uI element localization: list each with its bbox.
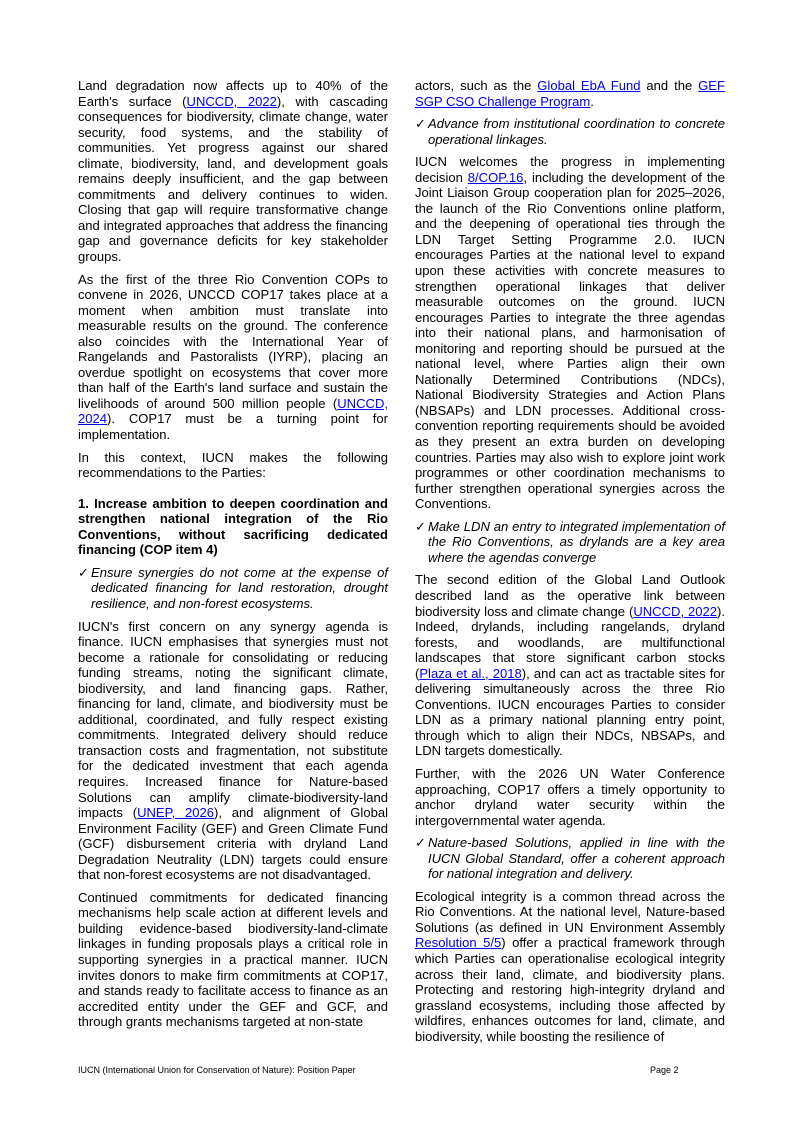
global-eba-fund-link[interactable]: Global EbA Fund <box>537 78 641 93</box>
recommendation-bullet: ✓ Advance from institutional coordination to concrete operational linkages. <box>415 116 725 147</box>
citation-link[interactable]: UNEP, 2026 <box>137 805 215 821</box>
checkmark-icon: ✓ <box>415 116 426 132</box>
recommendation-bullet: ✓ Nature-based Solutions, applied in line with the IUCN Global Standard, offer a coherent approach for national integration and delivery. <box>415 835 725 882</box>
page-number: Page 2 <box>650 1065 679 1075</box>
paragraph-dedicated-financing: Continued commitments for dedicated financing mechanisms help scale action at different levels and building evidence-based biodiversity-land-climate linkages in funding proposals plays a critical role in supporting synergies in a practical manner. IUCN invites donors to make firm commitments at COP17, and stands ready to facilitate access to finance as an accredited entity under the GEF and GCF, and through grants mechanisms targeted at non-state <box>78 889 388 1030</box>
left-column <box>78 78 388 1037</box>
recommendation-bullet: ✓ Make LDN an entry to integrated implementation of the Rio Conventions, as drylands are a key area where the agendas converge <box>415 518 725 565</box>
paragraph-ecological-integrity: Ecological integrity is a common thread across the Rio Conventions. At the national level, Nature-based Solutions (as defined in UN Environment Assembly Resolution 5/5) offer a practical framework through which Parties can operationalise ecological integrity across their land, climate, and biodiversity plans. Protecting and restoring high-integrity dryland and grassland ecosystems, including those affected by wildfires, enhances outcomes for land, climate, and biodiversity, while boosting the resilience of <box>415 888 725 1044</box>
checkmark-icon: ✓ <box>415 835 426 851</box>
gef-sgp-link[interactable]: GEF SGP CSO Challenge Program <box>415 78 725 109</box>
checkmark-icon: ✓ <box>415 518 426 534</box>
right-column <box>415 78 725 1051</box>
recommendation-bullet: ✓ Ensure synergies do not come at the expense of dedicated financing for land restoration, drought resilience, and non-forest ecosystems. <box>78 564 388 611</box>
citation-link[interactable]: UNCCD, 2022 <box>186 93 277 109</box>
paragraph-operational-linkages: IUCN welcomes the progress in implementing decision 8/COP.16, including the development of the Joint Liaison Group cooperation plan for 2025–2026, the launch of the Rio Conventions online platform, and the deepening of operational ties through the LDN Target Setting Programme 2.0. IUCN encourages Parties at the national level to expand upon these activities with concrete measures to strengthen operational linkages that deliver measurable outcomes on the ground. IUCN encourages Parties to integrate the three agendas into their national plans, and harmonisation of monitoring and reporting should be pursued at the national level, where Parties align their own Nationally Determined Contributions (NDCs), National Biodiversity Strategies and Action Plans (NBSAPs) and LDN processes. Additional cross-convention reporting requirements should be avoided as they present an extra burden on developing countries. Parties may also wish to explore joint work programmes or other coordination mechanisms to further strengthen operational synergies across the Conventions. <box>415 154 725 512</box>
paragraph-recommendations-intro: In this context, IUCN makes the following recommendations to the Parties: <box>78 449 388 481</box>
paragraph-funds-continued: actors, such as the Global EbA Fund and the GEF SGP CSO Challenge Program. <box>415 78 725 109</box>
paragraph-finance: IUCN's first concern on any synergy agenda is finance. IUCN emphasises that synergies must not become a rationale for consolidating or reducing funding streams, noting the significant climate, biodiversity, and land financing gaps. Rather, financing for land, climate, and biodiversity must be additional, coordinated, and fully respect existing commitments. Integrated delivery should reduce transaction costs and fragmentation, not substitute for the dedicated investment that each agenda requires. Increased finance for Nature-based Solutions can amplify climate-biodiversity-land impacts (UNEP, 2026), and alignment of Global Environment Facility (GEF) and Green Climate Fund (GCF) disbursement criteria with dryland Land Degradation Neutrality (LDN) targets could ensure that non-forest ecosystems are not disadvantaged. <box>78 618 389 883</box>
checkmark-icon: ✓ <box>78 564 89 580</box>
paragraph-cop17-context: As the first of the three Rio Convention COPs to convene in 2026, UNCCD COP17 takes place at a moment when ambition must translate into measurable results on the ground. The conference also coincides with the International Year of Rangelands and Pastoralists (IYRP), placing an overdue spotlight on ecosystems that cover more than half of the Earth's land surface and sustain the livelihoods of around 500 million people (UNCCD, 2024). COP17 must be a turning point for implementation. <box>78 271 388 443</box>
citation-link[interactable]: Plaza et al., 2018 <box>419 665 522 681</box>
resolution-link[interactable]: Resolution 5/5 <box>415 935 502 951</box>
citation-link[interactable]: UNCCD, 2024 <box>78 395 388 427</box>
paragraph-land-degradation: Land degradation now affects up to 40% of the Earth's surface (UNCCD, 2022), with cascading consequences for biodiversity, climate change, water security, food systems, and the stability of communities. Yet progress against our shared climate, biodiversity, land, and development goals remains deeply insufficient, and the gap between commitments and delivery continues to widen. Closing that gap will require transformative change and integrated approaches that address the financing gap and governance deficits for key stakeholder groups. <box>78 78 389 265</box>
paragraph-water-conference: Further, with the 2026 UN Water Conference approaching, COP17 offers a timely opportunity to anchor dryland water security within the intergovernmental water agenda. <box>415 765 725 828</box>
decision-link[interactable]: 8/COP.16 <box>467 169 524 185</box>
citation-link[interactable]: UNCCD, 2022 <box>633 603 718 619</box>
paragraph-global-land-outlook: The second edition of the Global Land Outlook described land as the operative link between biodiversity loss and climate change (UNCCD, 2022). Indeed, drylands, including rangelands, dryland forests, and woodlands, are multifunctional landscapes that store significant carbon stocks (Plaza et al., 2018), and can act as tractable sites for delivering simultaneously across the three Rio Conventions. IUCN encourages Parties to consider LDN as a primary national planning entry point, through which to align their NDCs, NBSAPs, and LDN targets domestically. <box>415 572 725 759</box>
footer-title: IUCN (International Union for Conservation of Nature): Position Paper <box>78 1065 356 1075</box>
section-heading: 1. Increase ambition to deepen coordination and strengthen national integration of the Rio Conventions, without sacrificing dedicated financing (COP item 4) <box>78 495 388 558</box>
